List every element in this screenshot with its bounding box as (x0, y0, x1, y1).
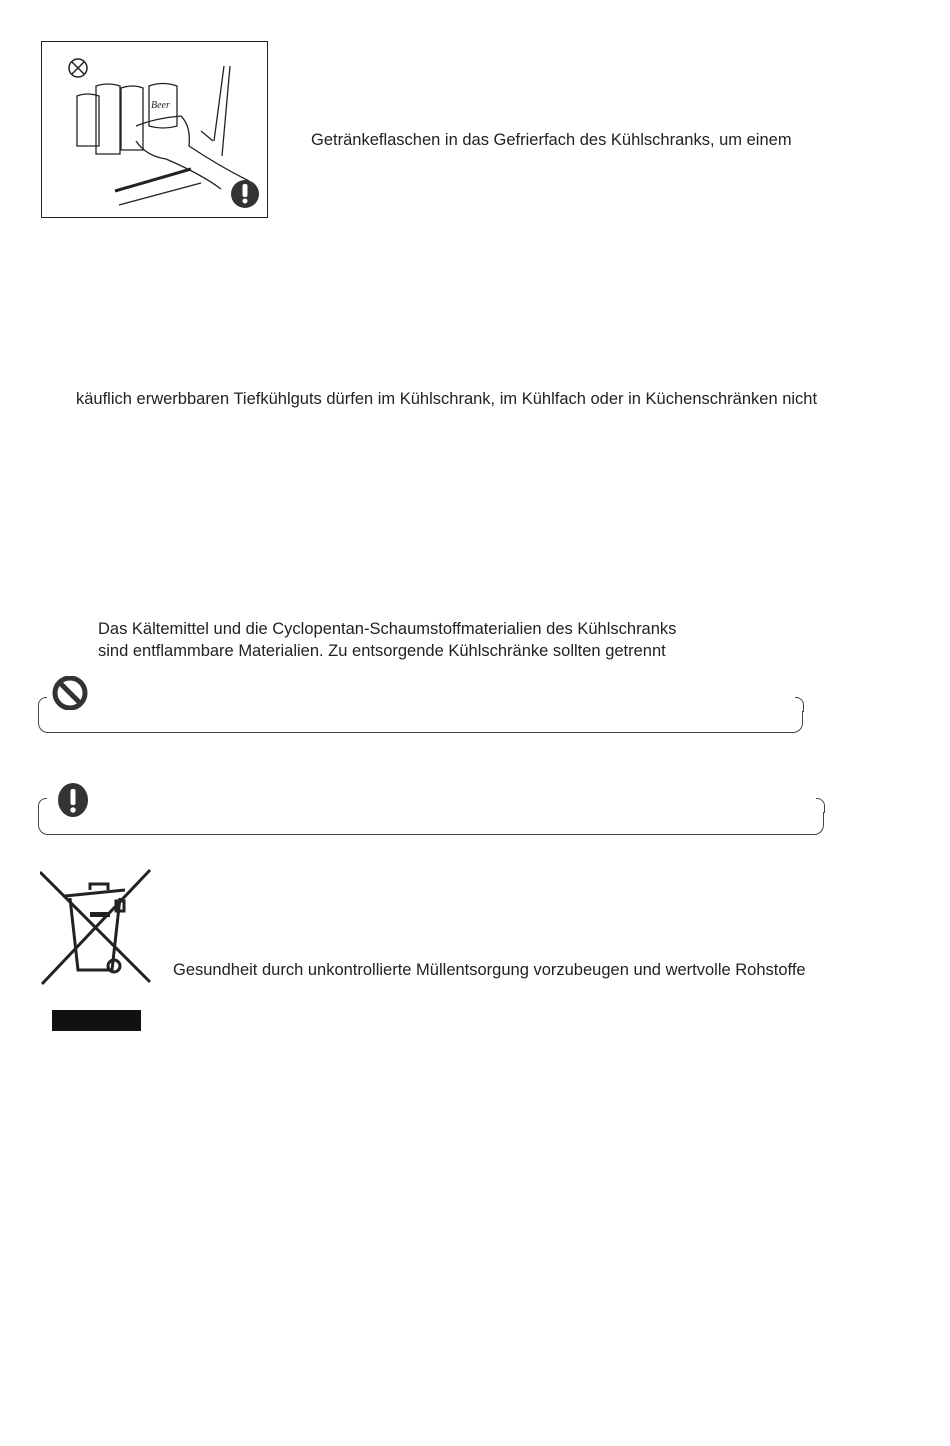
disposal-text: Gesundheit durch unkontrollierte Müllentsorgung vorzubeugen und wertvolle Rohstoffe (173, 961, 806, 979)
refrigerant-text-line1: Das Kältemittel und die Cyclopentan-Schaumstoffmaterialien des Kühlschranks (98, 620, 677, 638)
weee-crossed-bin-icon (40, 868, 152, 1033)
prohibition-icon (52, 676, 88, 710)
beer-freezer-illustration (41, 41, 268, 218)
prohibition-callout-box (38, 711, 803, 733)
frozen-food-text: käuflich erwerbbaren Tiefkühlguts dürfen im Kühlschrank, im Kühlfach oder in Küchenschränken nicht (76, 390, 818, 408)
can-label: Beer (151, 100, 170, 111)
beverage-warning-text: Getränkeflaschen in das Gefrierfach des Kühlschranks, um einem (311, 131, 792, 149)
exclamation-icon (231, 180, 259, 208)
caution-callout-box (38, 812, 824, 835)
refrigerant-text-line2: sind entflammbare Materialien. Zu entsorgende Kühlschränke sollten getrennt (98, 642, 666, 660)
exclamation-icon (55, 782, 91, 818)
